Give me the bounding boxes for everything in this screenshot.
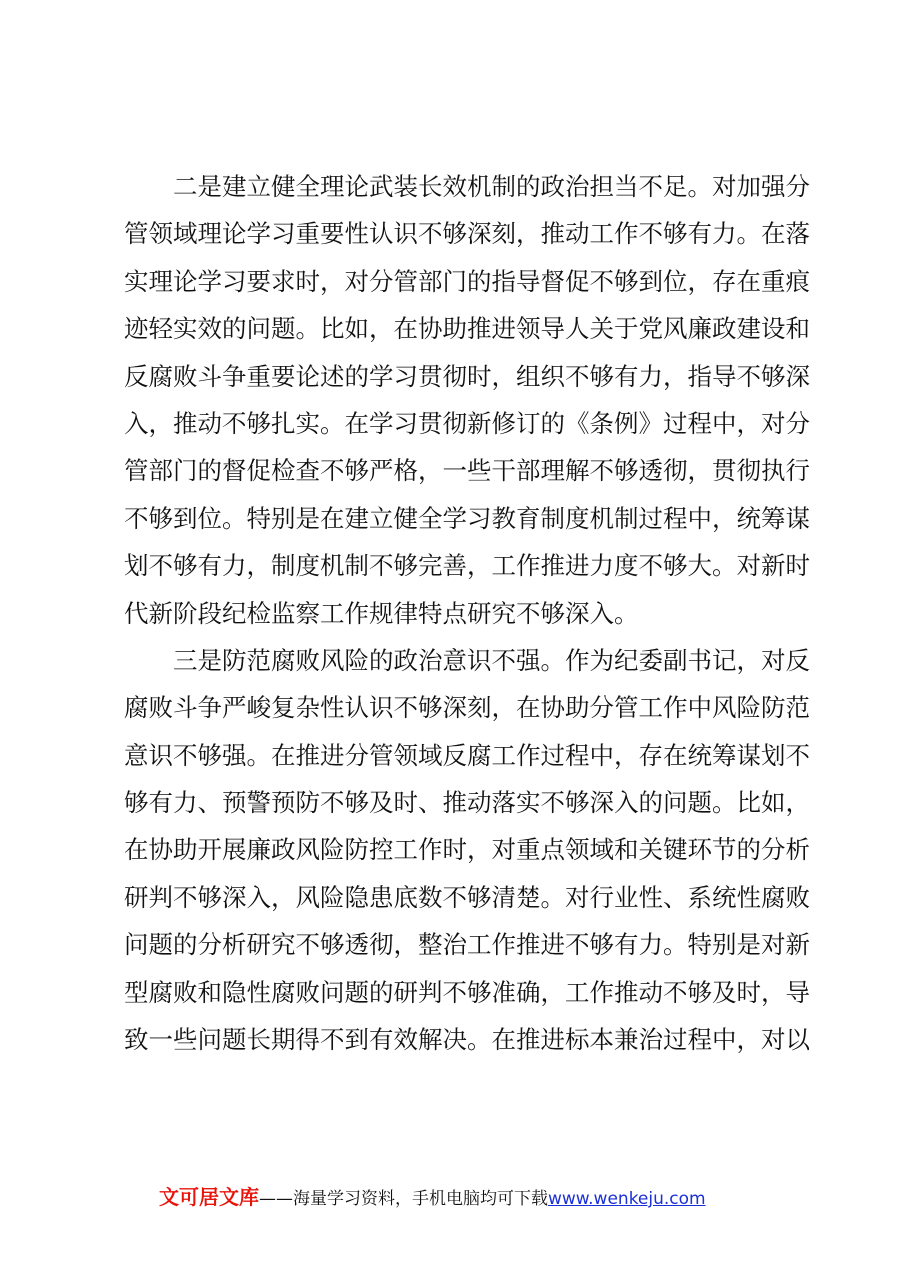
paragraph-2-line: 问题的分析研究不够透彻，整治工作推进不够有力。特别是对新 <box>124 930 810 960</box>
paragraph-1-line: 二是建立健全理论武装长效机制的政治担当不足。对加强分 <box>173 172 810 201</box>
paragraph-1-line: 管部门的督促检查不够严格，一些干部理解不够透彻，贯彻执行 <box>124 456 810 486</box>
paragraph-2-line: 致一些问题长期得不到有效解决。在推进标本兼治过程中，对以 <box>124 1025 810 1055</box>
paragraph-2-line: 型腐败和隐性腐败问题的研判不够准确，工作推动不够及时，导 <box>124 977 810 1007</box>
paragraph-1-line: 划不够有力，制度机制不够完善，工作推进力度不够大。对新时 <box>124 551 810 581</box>
paragraph-2-line: 研判不够深入，风险隐患底数不够清楚。对行业性、系统性腐败 <box>124 882 810 912</box>
paragraph-1-line: 不够到位。特别是在建立健全学习教育制度机制过程中，统筹谋 <box>124 503 810 533</box>
paragraph-2-line: 三是防范腐败风险的政治意识不强。作为纪委副书记，对反 <box>173 645 810 675</box>
paragraph-2-line: 够有力、预警预防不够及时、推动落实不够深入的问题。比如， <box>124 788 810 818</box>
paragraph-1-line: 管领域理论学习重要性认识不够深刻，推动工作不够有力。在落 <box>124 219 810 249</box>
footer-website-link[interactable]: www.wenkeju.com <box>548 1189 706 1209</box>
document-body <box>124 163 810 1063</box>
paragraph-2-line: 腐败斗争严峻复杂性认识不够深刻，在协助分管工作中风险防范 <box>124 693 810 723</box>
footer-brand: 文可居文库 <box>159 1185 259 1209</box>
paragraph-2-line: 在协助开展廉政风险防控工作时，对重点领域和关键环节的分析 <box>124 835 810 865</box>
paragraph-2-line: 意识不够强。在推进分管领域反腐工作过程中，存在统筹谋划不 <box>124 740 810 770</box>
paragraph-1-line: 反腐败斗争重要论述的学习贯彻时，组织不够有力，指导不够深 <box>124 361 810 391</box>
paragraph-1-line: 迹轻实效的问题。比如，在协助推进领导人关于党风廉政建设和 <box>124 314 810 344</box>
paragraph-1-line: 代新阶段纪检监察工作规律特点研究不够深入。 <box>124 598 639 628</box>
paragraph-1-line: 入，推动不够扎实。在学习贯彻新修订的《条例》过程中，对分 <box>124 408 810 438</box>
footer-slogan: ——海量学习资料，手机电脑均可下载 <box>259 1189 548 1209</box>
paragraph-1-line: 实理论学习要求时，对分管部门的指导督促不够到位，存在重痕 <box>124 266 810 296</box>
footer-banner <box>159 1181 799 1211</box>
